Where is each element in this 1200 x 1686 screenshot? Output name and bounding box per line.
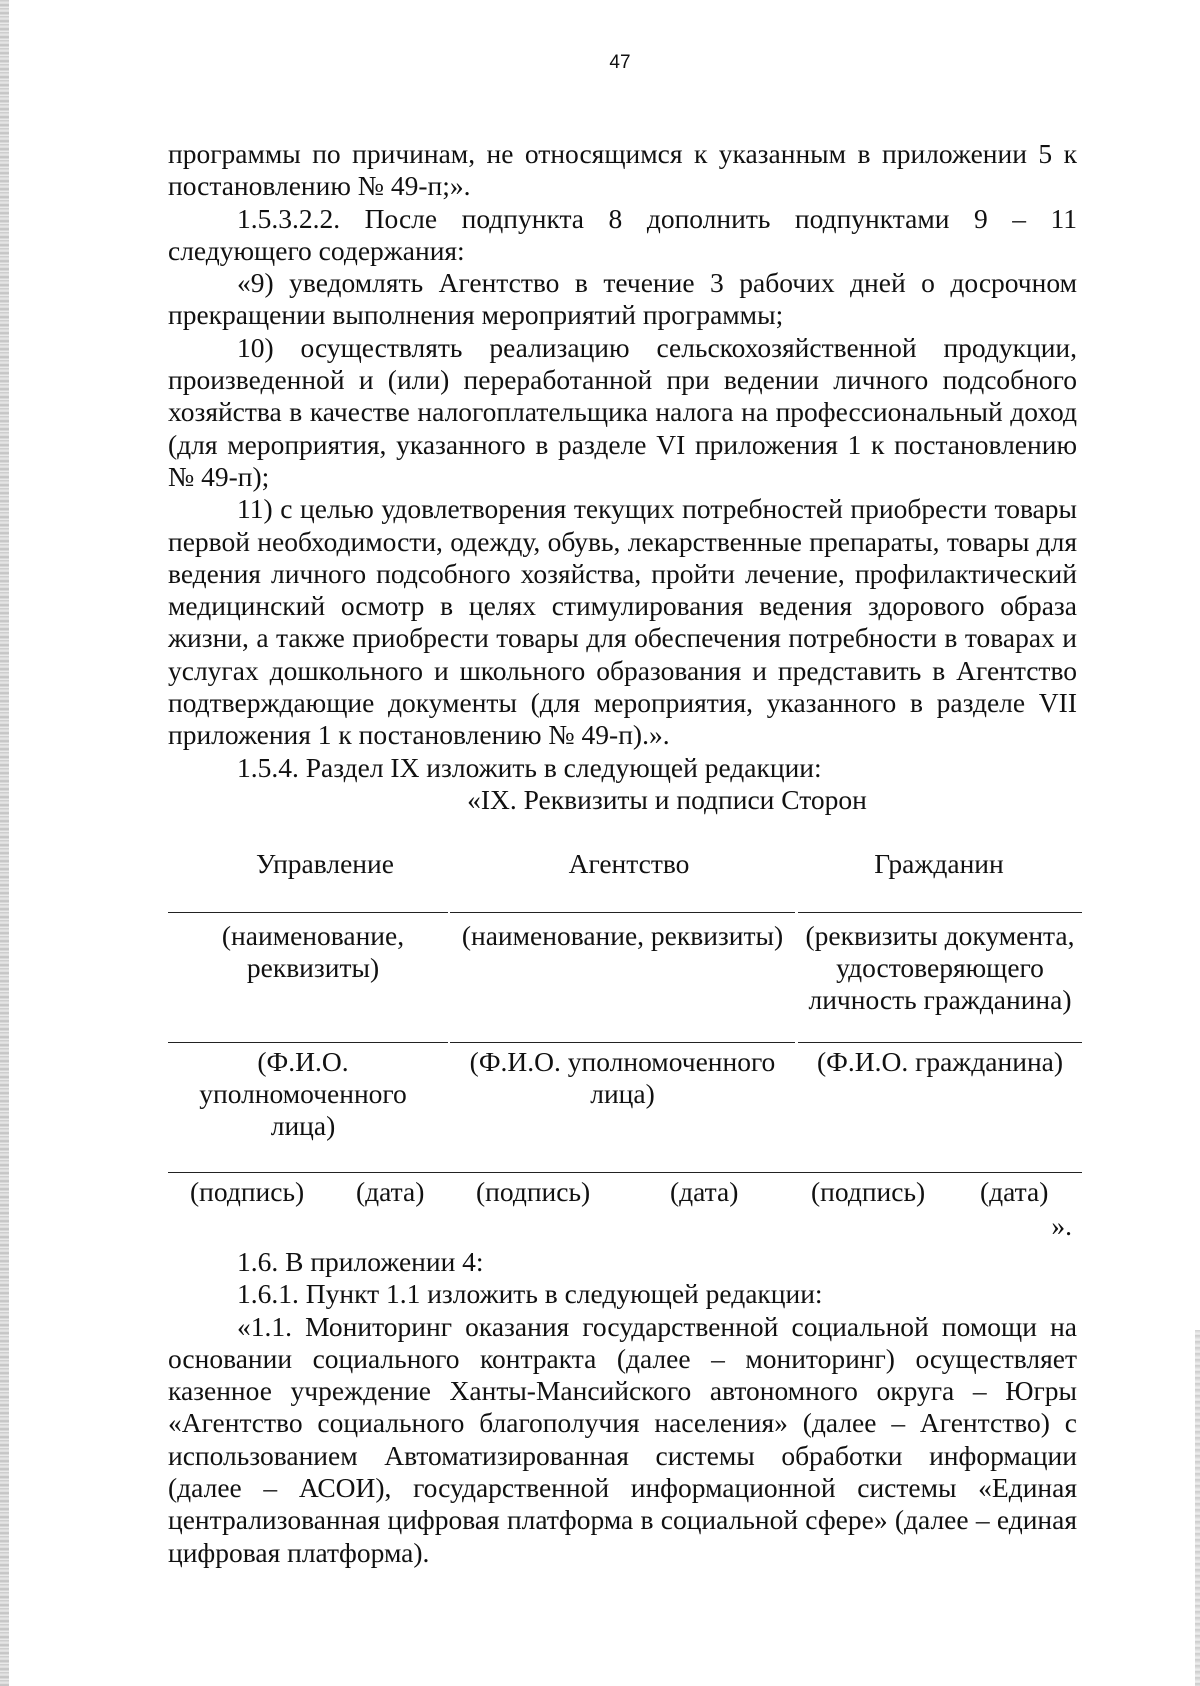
signature-label: (подпись) xyxy=(190,1176,305,1207)
fio-label: (Ф.И.О. уполномоченного лица) xyxy=(199,1046,407,1141)
fio-label: (Ф.И.О. уполномоченного лица) xyxy=(469,1046,776,1109)
paragraph-1-5-4: 1.5.4. Раздел IX изложить в следующей редакции: xyxy=(237,751,822,783)
signature-line xyxy=(168,1042,448,1043)
signature-label: (подпись) xyxy=(811,1176,926,1207)
scan-edge-right xyxy=(1195,1330,1200,1686)
bottom-text xyxy=(168,1246,1077,1569)
date-label: (дата) xyxy=(670,1176,739,1207)
paragraph-item-11: 11) с целью удовлетворения текущих потребностей приобрести товары первой необходимости, одежду, обувь, лекарственные препараты, товары для ведения личного подсобного хозяйства, пройти лечение, профилактический медицинский осмотр в целях стимулирования ведения здорового образа жизни, а также приобрести товары для обеспечения потребности в товарах и услугах дошкольного и школьного образования и представить в Агентство подтверждающие документы (для мероприятия, указанного в разделе VII приложения 1 к постановлению № 49-п).». xyxy=(168,493,1077,751)
requisites-label: (реквизиты документа, удостоверяющего личность гражданина) xyxy=(805,920,1075,1015)
requisites-label: (наименование, реквизиты) xyxy=(461,920,784,951)
column-header-agentstvo: Агентство xyxy=(568,848,690,879)
signature-line xyxy=(798,1042,1082,1043)
paragraph-continuation: программы по причинам, не относящимся к указанным в приложении 5 к постановлению № 49-п;». xyxy=(168,138,1077,202)
signature-line xyxy=(450,912,795,913)
section-title: «IX. Реквизиты и подписи Сторон xyxy=(467,783,867,815)
signature-line xyxy=(168,912,448,913)
signature-line xyxy=(450,1042,795,1043)
signature-label: (подпись) xyxy=(476,1176,591,1207)
requisites-label: (наименование, реквизиты) xyxy=(221,920,405,983)
date-label: (дата) xyxy=(980,1176,1049,1207)
paragraph-1-1: «1.1. Мониторинг оказания государственной социальной помощи на основании социального контракта (далее – мониторинг) осуществляет казенное учреждение Ханты-Мансийского автономного округа – Югры «Агентство социального благополучия населения» (далее – Агентство) с использованием Автоматизированная системы обработки информации (далее – АСОИ), государственной информационной системы «Единая централизованная цифровая платформа в социальной сфере» (далее – единая цифровая платформа). xyxy=(168,1310,1077,1568)
scan-edge-left xyxy=(0,0,9,1686)
signature-line xyxy=(168,1172,1082,1173)
paragraph-item-9: «9) уведомлять Агентство в течение 3 рабочих дней о досрочном прекращении выполнения мероприятий программы; xyxy=(168,267,1077,331)
column-header-grazhdanin: Гражданин xyxy=(874,848,1004,879)
fio-label: (Ф.И.О. гражданина) xyxy=(816,1046,1064,1077)
paragraph-item-10: 10) осуществлять реализацию сельскохозяйственной продукции, произведенной и (или) переработанной при ведении личного подсобного хозяйства в качестве налогоплательщика налога на профессиональный доход (для мероприятия, указанного в разделе VI приложения 1 к постановлению № 49-п); xyxy=(168,331,1077,492)
date-label: (дата) xyxy=(356,1176,425,1207)
main-text xyxy=(168,138,1077,816)
column-header-upravlenie: Управление xyxy=(256,848,394,879)
signature-line xyxy=(798,912,1082,913)
paragraph-1-6-1: 1.6.1. Пункт 1.1 изложить в следующей редакции: xyxy=(237,1278,823,1310)
paragraph-1-5-3-2-2: 1.5.3.2.2. После подпункта 8 дополнить подпунктами 9 – 11 следующего содержания: xyxy=(168,202,1077,266)
closing-quote: ». xyxy=(1051,1210,1072,1241)
paragraph-1-6: 1.6. В приложении 4: xyxy=(237,1246,484,1277)
page-number: 47 xyxy=(609,52,631,73)
